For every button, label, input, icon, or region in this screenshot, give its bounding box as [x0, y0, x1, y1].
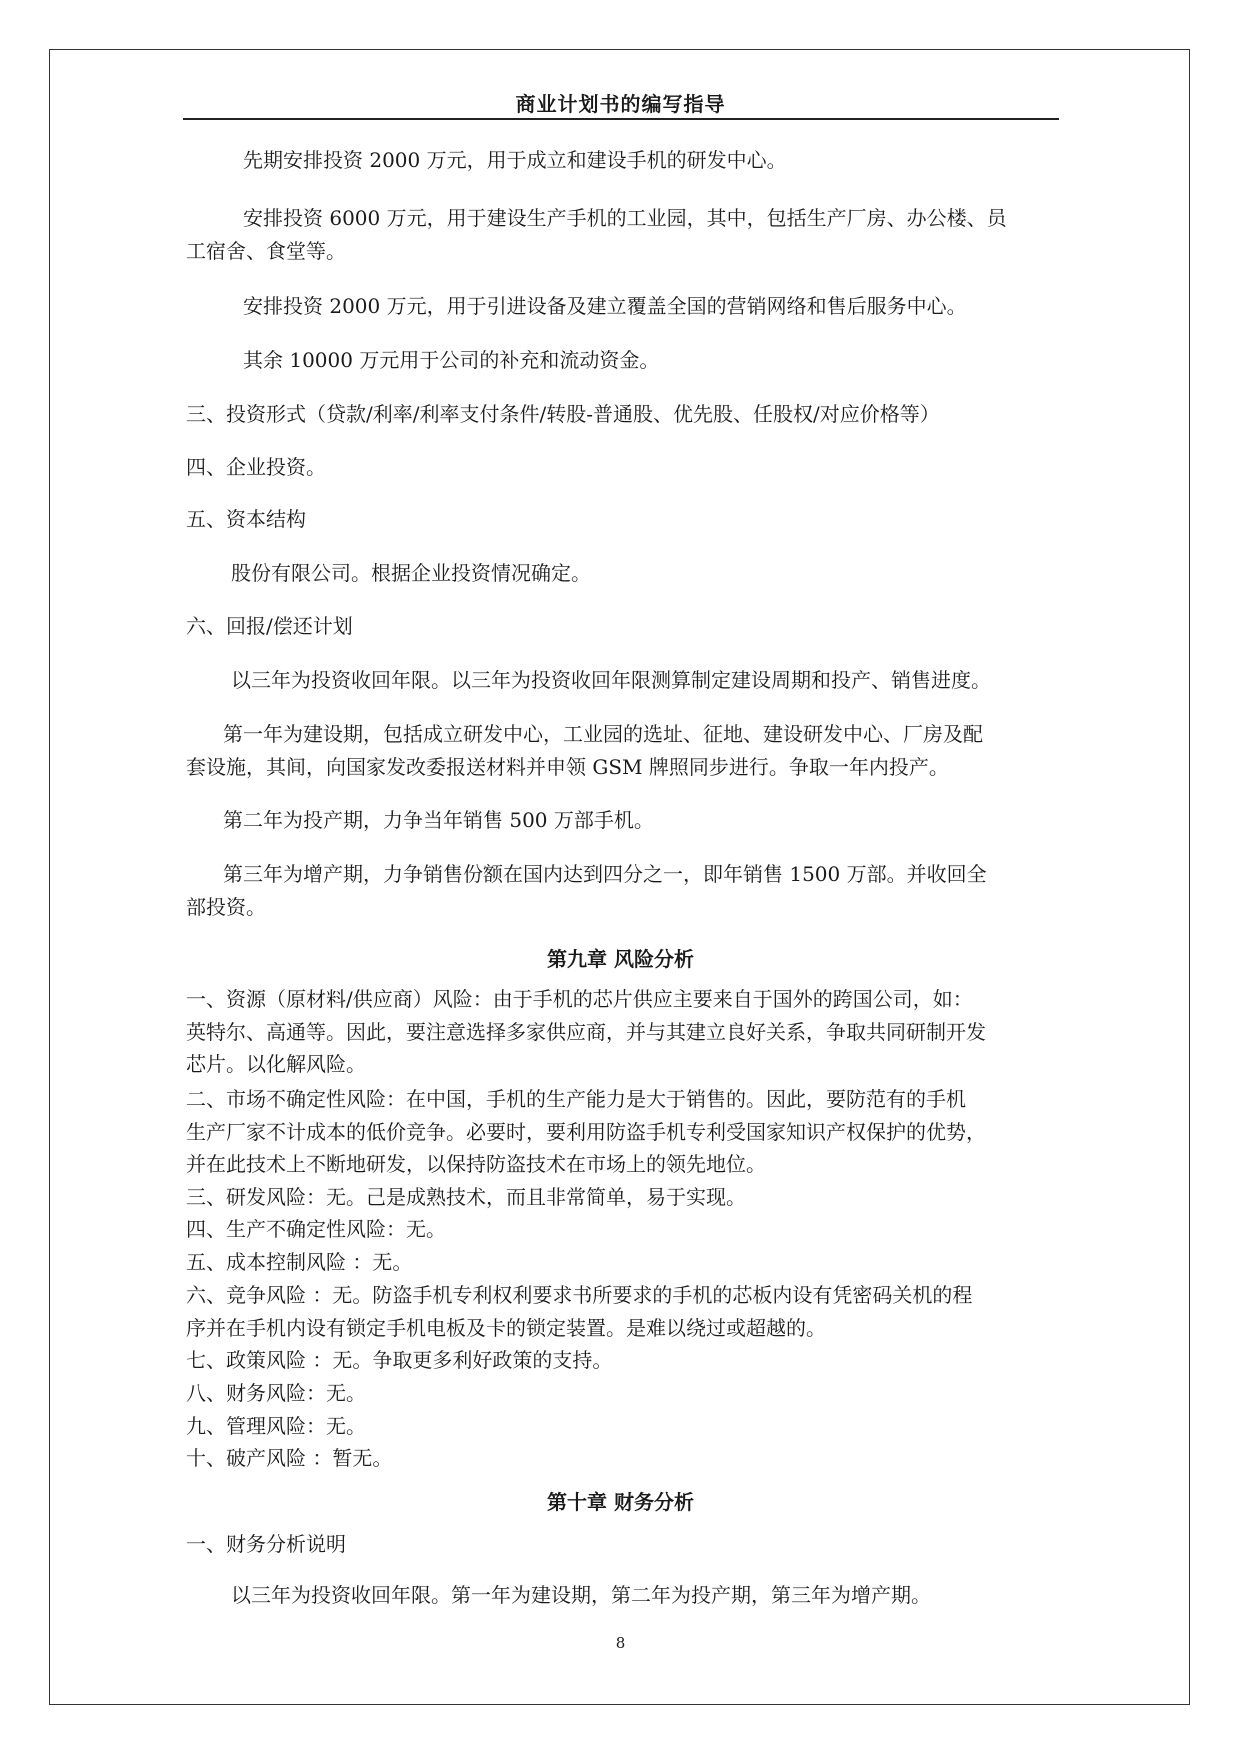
text-line: 其余 10000 万元用于公司的补充和流动资金。 [243, 348, 660, 372]
text-line: 先期安排投资 2000 万元，用于成立和建设手机的研发中心。 [243, 148, 787, 172]
running-header-title: 商业计划书的编写指导 [515, 92, 726, 116]
text-line: 以三年为投资收回年限。第一年为建设期，第二年为投产期，第三年为增产期。 [231, 1583, 931, 1607]
text-line: 工宿舍、食堂等。 [186, 239, 346, 263]
text-line: 十、破产风险 ：暂无。 [186, 1446, 393, 1470]
chapter-heading: 第十章 财务分析 [547, 1490, 694, 1514]
text-line: 四、生产不确定性风险：无。 [186, 1217, 446, 1241]
text-line: 以三年为投资收回年限。以三年为投资收回年限测算制定建设周期和投产、销售进度。 [231, 668, 991, 692]
text-line: 序并在手机内设有锁定手机电板及卡的锁定装置。是难以绕过或超越的。 [186, 1316, 826, 1340]
section-heading: 四、企业投资。 [186, 455, 326, 479]
text-line: 九、管理风险：无。 [186, 1414, 366, 1438]
text-line: 五、成本控制风险 ：无。 [186, 1250, 413, 1274]
text-line: 芯片。以化解风险。 [186, 1052, 366, 1076]
text-line: 部投资。 [186, 895, 266, 919]
text-line: 股份有限公司。根据企业投资情况确定。 [231, 561, 591, 585]
text-line: 三、研发风险：无。己是成熟技术，而且非常简单，易于实现。 [186, 1185, 746, 1209]
text-line: 一、资源（原材料/供应商）风险：由于手机的芯片供应主要来自于国外的跨国公司，如： [186, 987, 973, 1011]
text-line: 生产厂家不计成本的低价竞争。必要时，要利用防盗手机专利受国家知识产权保护的优势， [186, 1120, 986, 1144]
text-line: 二、市场不确定性风险：在中国，手机的生产能力是大于销售的。因此，要防范有的手机 [186, 1087, 966, 1111]
text-line: 套设施，其间，向国家发改委报送材料并申领 GSM 牌照同步进行。争取一年内投产。 [186, 755, 949, 779]
page-number: 8 [615, 1634, 626, 1652]
section-heading: 六、回报/偿还计划 [186, 614, 353, 638]
section-heading: 三、投资形式（贷款/利率/利率支付条件/转股-普通股、优先股、任股权/对应价格等） [186, 402, 940, 426]
header-divider [183, 118, 1059, 120]
text-line: 并在此技术上不断地研发，以保持防盗技术在市场上的领先地位。 [186, 1152, 766, 1176]
section-heading: 五、资本结构 [186, 507, 306, 531]
text-line: 第二年为投产期，力争当年销售 500 万部手机。 [223, 808, 654, 832]
text-line: 七、政策风险 ：无。争取更多利好政策的支持。 [186, 1348, 613, 1372]
text-line: 八、财务风险：无。 [186, 1381, 366, 1405]
text-line: 安排投资 6000 万元，用于建设生产手机的工业园，其中，包括生产厂房、办公楼、员 [243, 206, 1007, 230]
chapter-heading: 第九章 风险分析 [547, 947, 694, 971]
text-line: 六、竞争风险 ：无。防盗手机专利权利要求书所要求的手机的芯板内设有凭密码关机的程 [186, 1283, 973, 1307]
section-heading: 一、财务分析说明 [186, 1532, 346, 1556]
text-line: 安排投资 2000 万元，用于引进设备及建立覆盖全国的营销网络和售后服务中心。 [243, 294, 967, 318]
text-line: 英特尔、高通等。因此，要注意选择多家供应商，并与其建立良好关系，争取共同研制开发 [186, 1020, 986, 1044]
text-line: 第一年为建设期，包括成立研发中心，工业园的选址、征地、建设研发中心、厂房及配 [223, 722, 983, 746]
text-line: 第三年为增产期，力争销售份额在国内达到四分之一，即年销售 1500 万部。并收回全 [223, 862, 987, 886]
